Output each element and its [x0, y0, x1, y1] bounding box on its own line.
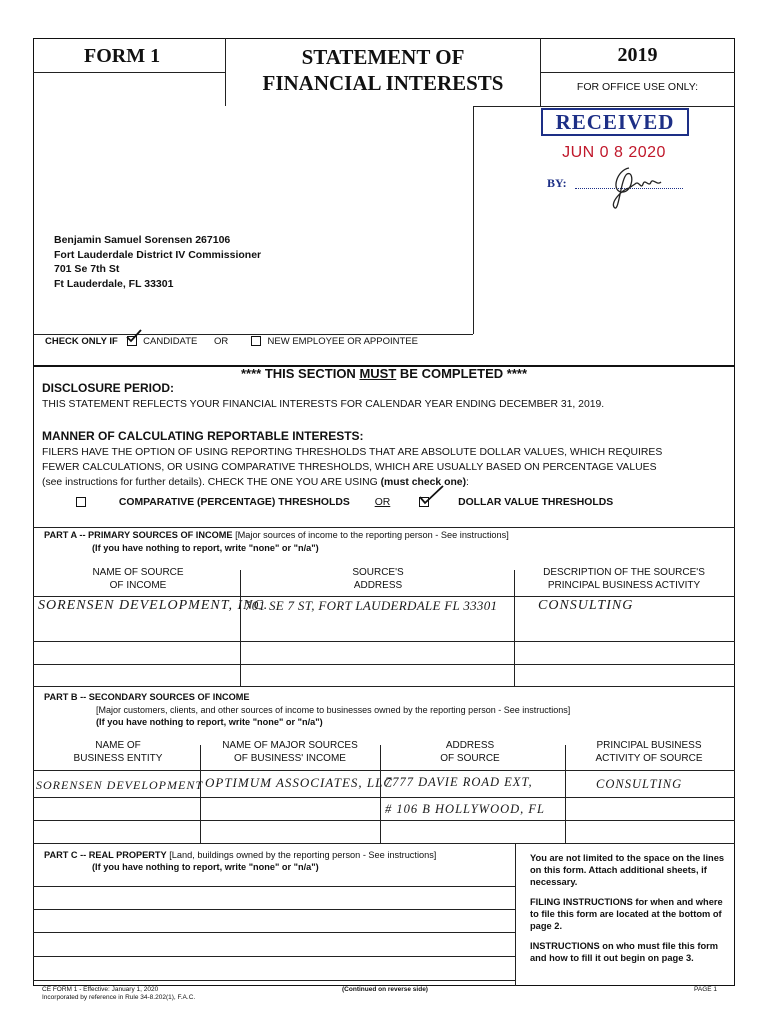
- received-stamp-date: JUN 0 8 2020: [562, 144, 666, 161]
- received-stamp: [541, 108, 687, 198]
- filer-title: Fort Lauderdale District IV Commissioner: [54, 248, 262, 261]
- part-a-title-bold: PART A -- PRIMARY SOURCES OF INCOME: [44, 530, 233, 540]
- part-b-col-address: ADDRESS OF SOURCE: [440, 740, 500, 764]
- manner-heading: MANNER OF CALCULATING REPORTABLE INTERESTS:: [42, 429, 364, 443]
- part-a-subtitle: (If you have nothing to report, write "none" or "n/a"): [92, 543, 319, 553]
- filer-city: Ft Lauderdale, FL 33301: [54, 277, 174, 290]
- part-b-row1-source: OPTIMUM ASSOCIATES, LLC: [205, 775, 394, 790]
- part-a-row1-name: SORENSEN DEVELOPMENT, INC.: [38, 598, 269, 613]
- check-or: OR: [213, 336, 229, 347]
- part-b-row1-activity: CONSULTING: [596, 777, 683, 791]
- footer-left: [42, 986, 195, 1002]
- part-a-row1-address: 701 SE 7 ST, FORT LAUDERDALE FL 33301: [245, 598, 498, 613]
- comparative-label: COMPARATIVE (PERCENTAGE) THRESHOLDS: [118, 497, 350, 508]
- candidate-label: CANDIDATE: [143, 336, 198, 347]
- part-a-title: [44, 530, 509, 540]
- disclosure-heading: DISCLOSURE PERIOD:: [42, 381, 175, 395]
- filer-name: Benjamin Samuel Sorensen 267106: [54, 234, 231, 246]
- manner-line3-bold: (must check one): [380, 477, 467, 488]
- manner-line3: [42, 475, 662, 490]
- form-year: 2019: [617, 44, 658, 66]
- part-c-title-bold: PART C -- REAL PROPERTY: [44, 850, 167, 860]
- received-stamp-by: BY:: [547, 176, 567, 190]
- section-must-post: BE COMPLETED ****: [396, 366, 528, 381]
- footer-continued: (Continued on reverse side): [342, 986, 428, 993]
- filer-street: 701 Se 7th St: [54, 263, 120, 275]
- part-b-sub2: (If you have nothing to report, write "none" or "n/a"): [96, 717, 323, 727]
- disclosure-text: THIS STATEMENT REFLECTS YOUR FINANCIAL INTERESTS FOR CALENDAR YEAR ENDING DECEMBER 31, 2019.: [42, 399, 605, 410]
- sidebar-notes: [530, 852, 730, 964]
- manner-text: [42, 445, 662, 490]
- check-only-label: CHECK ONLY IF: [45, 336, 118, 347]
- comparative-checkbox[interactable]: [76, 497, 90, 508]
- part-b-title: PART B -- SECONDARY SOURCES OF INCOME: [44, 692, 250, 702]
- new-employee-checkbox[interactable]: [251, 336, 265, 347]
- part-a-col-activity: DESCRIPTION OF THE SOURCE'S PRINCIPAL BUSINESS ACTIVITY: [543, 567, 705, 591]
- manner-line2: FEWER CALCULATIONS, OR USING COMPARATIVE THRESHOLDS, WHICH ARE USUALLY BASED ON PERCENTAGE VALUES: [42, 462, 657, 473]
- form-title-line2: FINANCIAL INTERESTS: [262, 71, 504, 95]
- manner-line3-end: :: [466, 477, 469, 488]
- sidebar-note-instructions: INSTRUCTIONS on who must file this form and how to fill it out begin on page 3.: [530, 941, 719, 963]
- part-b-col-source: NAME OF MAJOR SOURCES OF BUSINESS' INCOME: [222, 740, 358, 764]
- sidebar-note-filing: FILING INSTRUCTIONS for when and where to file this form are located at the bottom of page 2.: [530, 897, 723, 931]
- part-a-col-name: NAME OF SOURCE OF INCOME: [92, 567, 184, 591]
- form-title-line1: STATEMENT OF: [301, 45, 465, 69]
- part-c-title-rest: [Land, buildings owned by the reporting person - See instructions]: [166, 850, 437, 860]
- section-must-banner: [33, 366, 735, 381]
- manner-line1: FILERS HAVE THE OPTION OF USING REPORTING THRESHOLDS THAT ARE ABSOLUTE DOLLAR VALUES, WHICH REQUIRES: [42, 447, 663, 458]
- threshold-options: [76, 497, 613, 508]
- part-a-row1-activity: CONSULTING: [538, 598, 634, 613]
- new-employee-label: NEW EMPLOYEE OR APPOINTEE: [267, 336, 418, 347]
- part-c-subtitle: (If you have nothing to report, write "none" or "n/a"): [92, 862, 319, 872]
- part-c-title: [44, 850, 436, 860]
- part-b-col-activity: PRINCIPAL BUSINESS ACTIVITY OF SOURCE: [595, 740, 703, 764]
- footer-incorporated: Incorporated by reference in Rule 34-8.202(1), F.A.C.: [42, 994, 196, 1001]
- footer-page: PAGE 1: [694, 986, 718, 993]
- part-b-col-entity: NAME OF BUSINESS ENTITY: [73, 740, 163, 764]
- part-b-sub1: [Major customers, clients, and other sources of income to businesses owned by the reporting person - See instructions]: [96, 705, 571, 715]
- initials-signature: [599, 160, 669, 215]
- part-b-row1-address1: 7777 DAVIE ROAD EXT,: [385, 775, 533, 789]
- filer-block: [54, 233, 261, 291]
- footer-form-effective: CE FORM 1 - Effective: January 1, 2020: [42, 986, 159, 993]
- form-number: FORM 1: [84, 45, 161, 67]
- dollar-label: DOLLAR VALUE THRESHOLDS: [458, 497, 614, 508]
- section-must-word: MUST: [359, 366, 397, 381]
- dollar-checkbox[interactable]: [419, 497, 436, 508]
- office-use-label: FOR OFFICE USE ONLY:: [576, 81, 699, 93]
- received-stamp-title: RECEIVED: [541, 108, 689, 136]
- check-row: [45, 335, 418, 349]
- part-a-col-address: SOURCE'S ADDRESS: [352, 567, 404, 591]
- sidebar-note-space: You are not limited to the space on the lines on this form. Attach additional sheets, if necessary.: [530, 853, 725, 887]
- section-must-pre: **** THIS SECTION: [240, 366, 360, 381]
- candidate-checkbox[interactable]: [127, 335, 141, 349]
- part-a-title-rest: [Major sources of income to the reporting person - See instructions]: [232, 530, 509, 540]
- part-b-row1-address2: # 106 B HOLLYWOOD, FL: [385, 802, 546, 816]
- part-b-row1-entity: SORENSEN DEVELOPMENT: [36, 778, 203, 792]
- threshold-or: OR: [374, 497, 391, 508]
- manner-line3-pre: (see instructions for further details). CHECK THE ONE YOU ARE USING: [42, 477, 381, 488]
